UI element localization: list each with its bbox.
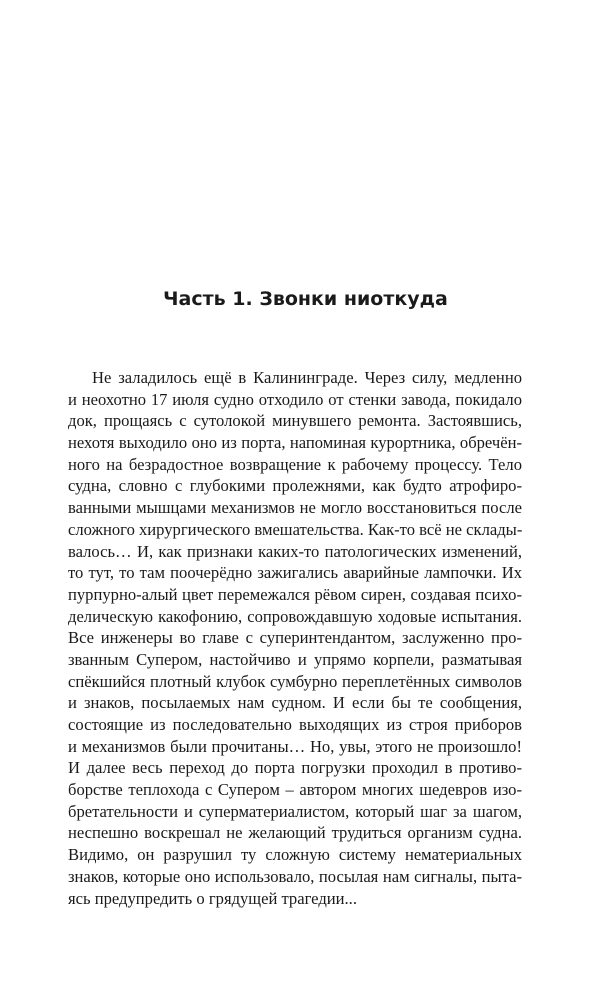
text-line: состоящие из последовательно выходящих из строя приборов [68, 715, 522, 734]
chapter-heading [0, 285, 611, 313]
text-line: то тут, то там поочерёдно зажигались аварийные лампочки. Их [68, 563, 522, 583]
text-line: званным Супером, настойчиво и упрямо корпели, разматывая [68, 649, 522, 669]
text-line: и неохотно 17 июля судно отходило от стенки завода, покидало [68, 389, 522, 409]
text-line: спёкшийся плотный клубок сумбурно переплетённых символов [68, 671, 522, 691]
text-line: неспешно воскрешал не желающий трудиться организм судна. [68, 823, 522, 843]
chapter-number: Часть 1. [163, 287, 253, 310]
text-line: ванными мышцами механизмов не могло восстановиться после [68, 498, 522, 518]
text-line: и механизмов были прочитаны… Но, увы, этого не произошло! [68, 736, 522, 756]
text-line: Видимо, он разрушил ту сложную систему нематериальных [68, 845, 522, 865]
text-line: борстве теплохода с Супером – автором многих шедевров изо- [68, 780, 522, 800]
text-line: Все инженеры во главе с суперинтендантом, заслуженно про- [68, 628, 522, 648]
text-line: валось… И, как признаки каких-то патологических изменений, [68, 541, 522, 561]
text-line: пурпурно-алый цвет перемежался рёвом сирен, создавая психо- [68, 584, 522, 604]
text-line: судна, словно с глубокими пролежнями, как будто атрофиро- [68, 476, 522, 496]
body-paragraph [68, 367, 522, 909]
text-line: И далее весь переход до порта погрузки проходил в противо- [68, 758, 522, 778]
text-line: ного на безрадостное возвращение к рабочему процессу. Тело [68, 454, 522, 474]
text-line: ясь предупредить о грядущей трагедии... [68, 888, 357, 908]
text-line: знаков, которые оно использовало, посылая нам сигналы, пыта- [68, 866, 522, 886]
text-line: нехотя выходило оно из порта, напоминая курортника, обречён- [68, 433, 522, 453]
text-line: док, прощаясь с сутолокой минувшего ремонта. Застоявшись, [68, 411, 522, 431]
chapter-title: Звонки ниоткуда [259, 287, 448, 310]
text-line: и знаков, посылаемых нам судном. И если бы те сообщения, [68, 693, 522, 713]
text-line: делическую какофонию, сопровождавшую ходовые испытания. [68, 606, 522, 626]
text-line: сложного хирургического вмешательства. Как-то всё не склады- [68, 519, 522, 539]
text-line: Не заладилось ещё в Калининграде. Через силу, медленно [92, 368, 522, 387]
text-line: бретательности и суперматериалистом, который шаг за шагом, [68, 801, 522, 821]
